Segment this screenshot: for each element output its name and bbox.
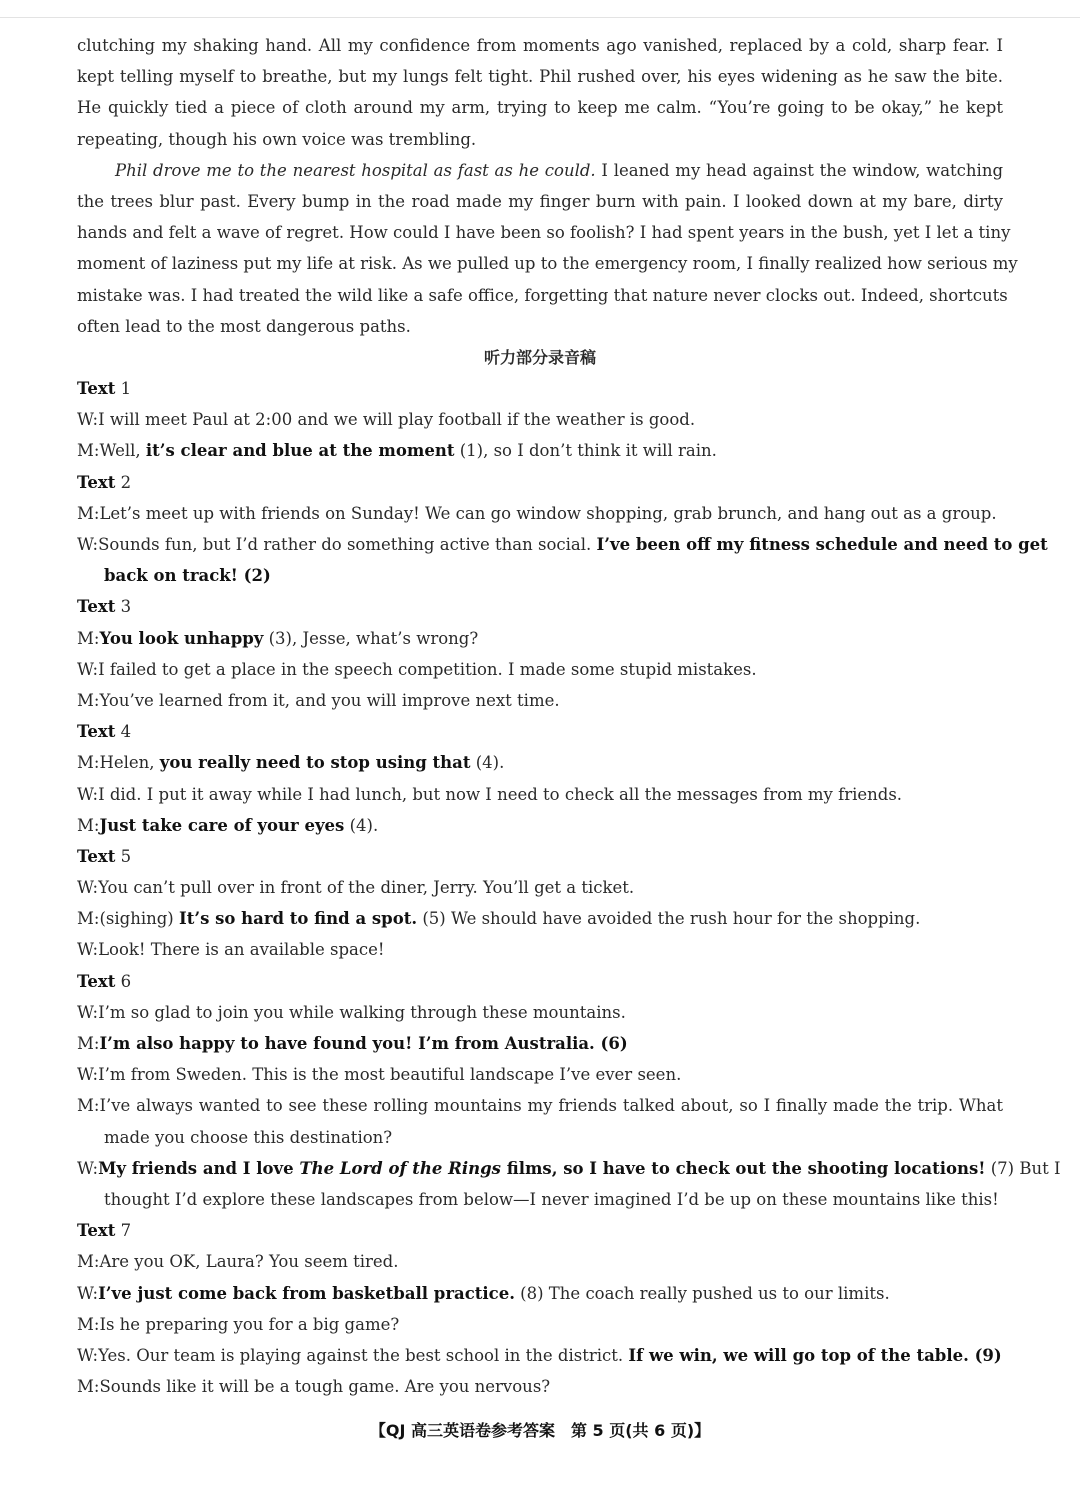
section-title: 听力部分录音稿 bbox=[483, 347, 596, 367]
answer-highlight: back on track! bbox=[104, 566, 238, 586]
dialogue-line: thought I’d explore these landscapes from below—I never imagined I’d be up on these mountains like this! bbox=[104, 1189, 999, 1209]
dialogue-line: W:Look! There is an available space! bbox=[77, 940, 385, 960]
dialogue-line: W:I did. I put it away while I had lunch, but now I need to check all the messages from my friends. bbox=[77, 784, 903, 804]
dialogue-line: W:I’m so glad to join you while walking through these mountains. bbox=[77, 1002, 626, 1022]
dialogue-line: W:I’m from Sweden. This is the most beautiful landscape I’ve ever seen. bbox=[77, 1065, 682, 1085]
document-page bbox=[77, 30, 1061, 1402]
dialogue-line: W:My friends and I love The Lord of the Rings films, so I have to check out the shooting locations! (7) But I bbox=[77, 1158, 1061, 1178]
dialogue-line: W:You can’t pull over in front of the diner, Jerry. You’ll get a ticket. bbox=[77, 878, 635, 898]
dialogue-line: M:Let’s meet up with friends on Sunday! We can go window shopping, grab brunch, and hang out as a group. bbox=[77, 503, 997, 523]
answer-highlight: it’s clear and blue at the moment bbox=[145, 441, 455, 461]
dialogue-line: W:I will meet Paul at 2:00 and we will play football if the weather is good. bbox=[77, 410, 696, 430]
dialogue-line: W:I failed to get a place in the speech competition. I made some stupid mistakes. bbox=[77, 659, 757, 679]
story-line: mistake was. I had treated the wild like a safe office, forgetting that nature never clocks out. Indeed, shortcuts bbox=[77, 285, 1008, 305]
story-text: I leaned my head against the window, watching bbox=[595, 160, 1004, 180]
dialogue-line: M:(sighing) It’s so hard to find a spot. (5) We should have avoided the rush hour for the shopping. bbox=[77, 909, 921, 929]
story-line: repeating, though his own voice was trembling. bbox=[77, 129, 477, 149]
text-heading: Text 6 bbox=[77, 971, 132, 991]
dialogue-line: M:Helen, you really need to stop using that (4). bbox=[77, 753, 505, 773]
answer-highlight: If we win, we will go top of the table. bbox=[628, 1345, 969, 1365]
dialogue-line: made you choose this destination? bbox=[104, 1127, 393, 1147]
dialogue-line: M:You look unhappy (3), Jesse, what’s wrong? bbox=[77, 628, 479, 648]
dialogue-line: W:Sounds fun, but I’d rather do something active than social. I’ve been off my fitness schedule and need to get bbox=[77, 535, 1048, 554]
story-line: the trees blur past. Every bump in the road made my finger burn with pain. I looked down at my bare, dirty bbox=[77, 191, 1003, 211]
dialogue-line: W:I’ve just come back from basketball practice. (8) The coach really pushed us to our limits. bbox=[77, 1283, 890, 1303]
text-heading: Text 1 bbox=[77, 379, 132, 399]
story-line: kept telling myself to breathe, but my lungs felt tight. Phil rushed over, his eyes widening as he saw the bite. bbox=[77, 67, 1003, 87]
dialogue-line: M:Just take care of your eyes (4). bbox=[77, 815, 379, 835]
story-line: often lead to the most dangerous paths. bbox=[77, 316, 411, 336]
answer-highlight: I’ve been off my fitness schedule and need to get bbox=[596, 535, 1048, 554]
italic-sentence: Phil drove me to the nearest hospital as fast as he could. bbox=[115, 160, 596, 180]
answer-highlight: It’s so hard to find a spot. bbox=[178, 909, 418, 929]
story-line: moment of laziness put my life at risk. As we pulled up to the emergency room, I finally realized how serious my bbox=[77, 254, 1018, 274]
text-heading: Text 5 bbox=[77, 846, 132, 866]
dialogue-line: M:Sounds like it will be a tough game. Are you nervous? bbox=[77, 1377, 551, 1397]
answer-highlight: My friends and I love The Lord of the Rings films, so I have to check out the shooting locations! bbox=[98, 1158, 986, 1178]
page-footer: 【QJ 高三英语卷参考答案 第 5 页(共 6 页)】 bbox=[369, 1421, 711, 1440]
dialogue-line: M:I’m also happy to have found you! I’m from Australia. (6) bbox=[77, 1034, 628, 1053]
answer-highlight: I’ve just come back from basketball practice. bbox=[98, 1283, 515, 1303]
top-rule bbox=[0, 17, 1080, 18]
text-heading: Text 7 bbox=[77, 1221, 132, 1241]
dialogue-line: M:You’ve learned from it, and you will improve next time. bbox=[77, 690, 560, 710]
text-heading: Text 2 bbox=[77, 472, 132, 492]
dialogue-line: back on track! (2) bbox=[104, 566, 271, 586]
dialogue-line: W:Yes. Our team is playing against the best school in the district. If we win, we will go top of the table. (9) bbox=[77, 1345, 1002, 1365]
answer-highlight: You look unhappy bbox=[99, 628, 264, 648]
text-heading: Text 4 bbox=[77, 722, 132, 742]
dialogue-line: M:I’ve always wanted to see these rolling mountains my friends talked about, so I finally made the trip. What bbox=[77, 1096, 1003, 1116]
dialogue-line: M:Are you OK, Laura? You seem tired. bbox=[77, 1252, 399, 1272]
film-title: The Lord of the Rings bbox=[299, 1158, 501, 1178]
answer-highlight: Just take care of your eyes bbox=[99, 815, 345, 835]
answer-highlight: you really need to stop using that bbox=[159, 753, 471, 773]
story-line bbox=[77, 155, 1003, 186]
answer-highlight: I’m also happy to have found you! I’m from Australia. bbox=[99, 1034, 595, 1053]
story-line: He quickly tied a piece of cloth around my arm, trying to keep me calm. “You’re going to be okay,” he kept bbox=[77, 98, 1003, 118]
text-heading: Text 3 bbox=[77, 597, 132, 617]
story-line: hands and felt a wave of regret. How could I have been so foolish? I had spent years in the bush, yet I let a tiny bbox=[77, 223, 1011, 243]
dialogue-line: M:Well, it’s clear and blue at the moment (1), so I don’t think it will rain. bbox=[77, 441, 717, 461]
dialogue-line: M:Is he preparing you for a big game? bbox=[77, 1314, 400, 1334]
story-line: clutching my shaking hand. All my confidence from moments ago vanished, replaced by a cold, sharp fear. I bbox=[77, 36, 1003, 55]
